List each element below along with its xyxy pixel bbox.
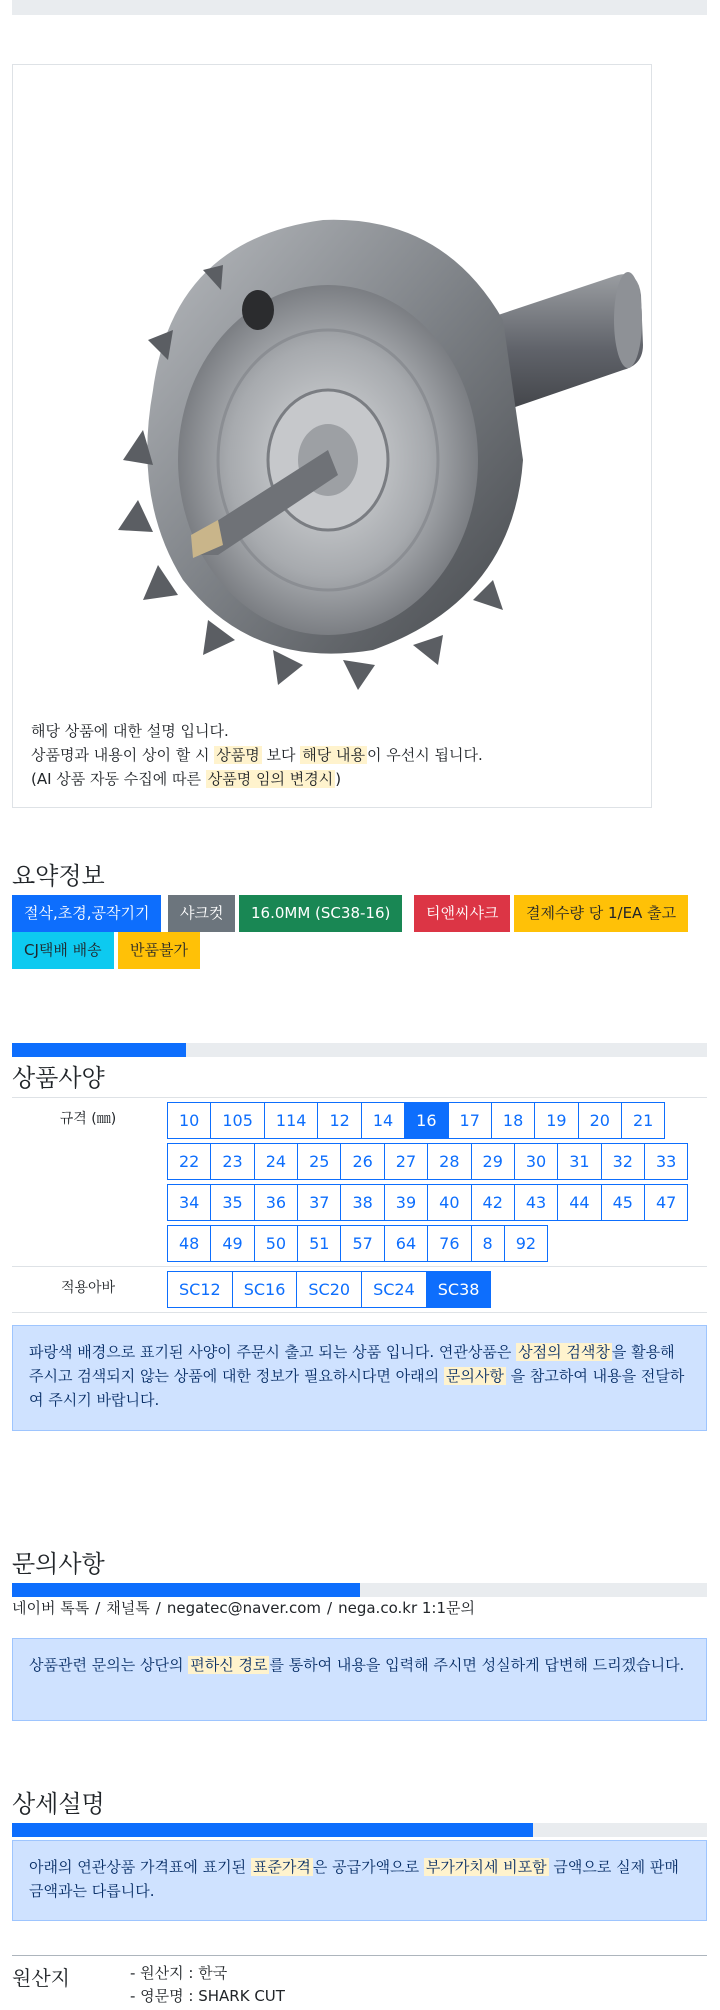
badge-shipping: CJ택배 배송 [12, 932, 114, 969]
size-option[interactable]: 92 [504, 1225, 548, 1262]
origin-label: 원산지 [12, 1966, 70, 1990]
size-option[interactable]: 43 [514, 1184, 558, 1221]
inquiry-notice: 상품관련 문의는 상단의 편하신 경로 를 통하여 내용을 입력해 주시면 성실하게 답변해 드리겠습니다. [12, 1638, 707, 1721]
channel-naver-talk[interactable]: 네이버 톡톡 [12, 1599, 90, 1617]
badge-brand: 샤크컷 [168, 895, 235, 932]
size-option[interactable]: 25 [297, 1143, 341, 1180]
size-option[interactable]: 44 [557, 1184, 601, 1221]
product-description [31, 719, 483, 791]
arbor-option[interactable]: SC24 [361, 1271, 427, 1308]
highlight-search: 상점의 검색창 [518, 1343, 610, 1361]
specs-title: 상품사양 [12, 1064, 105, 1092]
size-option[interactable]: 38 [340, 1184, 384, 1221]
size-option[interactable]: 64 [384, 1225, 428, 1262]
size-option[interactable]: 14 [361, 1102, 405, 1139]
specs-progress-fill [12, 1043, 186, 1057]
size-option[interactable]: 22 [167, 1143, 211, 1180]
size-option[interactable]: 26 [340, 1143, 384, 1180]
size-option[interactable]: 36 [254, 1184, 298, 1221]
size-option[interactable]: 40 [427, 1184, 471, 1221]
origin-details [130, 1962, 285, 2008]
description-line-3: (AI 상품 자동 수집에 따른 상품명 임의 변경시 ) [31, 770, 342, 788]
detail-notice: 아래의 연관상품 가격표에 표기된 표준가격 은 공급가액으로 부가가치세 비포함 금액으로 실제 판매금액과는 다릅니다. [12, 1840, 707, 1921]
specs-progress-bar [12, 1043, 707, 1057]
size-option[interactable]: 24 [254, 1143, 298, 1180]
size-option[interactable]: 31 [557, 1143, 601, 1180]
channel-email[interactable]: negatec@naver.com [166, 1599, 322, 1617]
channel-website[interactable]: nega.co.kr 1:1문의 [338, 1599, 475, 1617]
badge-maker: 티앤씨샤크 [414, 895, 510, 932]
size-option[interactable]: 45 [601, 1184, 645, 1221]
size-option[interactable]: 12 [317, 1102, 361, 1139]
size-option[interactable]: 49 [210, 1225, 254, 1262]
size-option[interactable]: 23 [210, 1143, 254, 1180]
detail-title: 상세설명 [12, 1790, 105, 1818]
size-option[interactable]: 20 [578, 1102, 622, 1139]
size-option[interactable]: 30 [514, 1143, 558, 1180]
size-options [164, 1098, 707, 1266]
spec-label-size: 규격 (㎜) [59, 1111, 117, 1127]
channel-talk[interactable]: 채널톡 [106, 1599, 150, 1617]
size-option[interactable]: 105 [210, 1102, 265, 1139]
highlight-vat: 부가가치세 비포함 [425, 1858, 547, 1876]
size-option[interactable]: 34 [167, 1184, 211, 1221]
description-line-2: 상품명과 내용이 상이 할 시 상품명 보다 해당 내용 이 우선시 됩니다. [31, 746, 483, 764]
inquiry-progress-bar [12, 1583, 707, 1597]
size-option[interactable]: 114 [264, 1102, 319, 1139]
spec-row-size [12, 1098, 707, 1267]
badge-no-return: 반품불가 [118, 932, 200, 969]
highlight-product-name: 상품명 [216, 746, 260, 764]
product-image-card [12, 64, 652, 808]
highlight-inquiry: 문의사항 [445, 1367, 504, 1385]
highlight-content: 해당 내용 [302, 746, 365, 764]
top-bar [12, 0, 707, 15]
description-line-1: 해당 상품에 대한 설명 입니다. [31, 722, 229, 740]
size-option[interactable]: 32 [601, 1143, 645, 1180]
size-option[interactable]: 57 [340, 1225, 384, 1262]
spec-notice: 파랑색 배경으로 표기된 사양이 주문시 출고 되는 상품 입니다. 연관상품은 상점의 검색창 을 활용해 주시고 검색되지 않는 상품에 대한 정보가 필요하시다면 아래의 문의사항 을 참고하여 내용을 전달하여 주시기 바랍니다. [12, 1325, 707, 1431]
highlight-standard-price: 표준가격 [252, 1858, 311, 1876]
origin-country: - 원산지 : 한국 [130, 1964, 228, 1982]
spec-table [12, 1097, 707, 1313]
inquiry-title: 문의사항 [12, 1550, 105, 1578]
summary-title: 요약정보 [12, 862, 105, 890]
arbor-option[interactable]: SC38 [426, 1271, 492, 1308]
size-option[interactable]: 10 [167, 1102, 211, 1139]
size-option[interactable]: 17 [448, 1102, 492, 1139]
size-option[interactable]: 29 [471, 1143, 515, 1180]
arbor-option[interactable]: SC20 [296, 1271, 362, 1308]
size-option[interactable]: 35 [210, 1184, 254, 1221]
size-option[interactable]: 47 [644, 1184, 688, 1221]
size-option[interactable]: 19 [534, 1102, 578, 1139]
badge-quantity: 결제수량 당 1/EA 출고 [514, 895, 688, 932]
size-option[interactable]: 48 [167, 1225, 211, 1262]
size-option[interactable]: 76 [427, 1225, 471, 1262]
size-option[interactable]: 21 [621, 1102, 665, 1139]
highlight-route: 편하신 경로 [190, 1656, 268, 1674]
size-option[interactable]: 42 [471, 1184, 515, 1221]
highlight-name-change: 상품명 임의 변경시 [207, 770, 334, 788]
size-option[interactable]: 33 [644, 1143, 688, 1180]
inquiry-progress-fill [12, 1583, 360, 1597]
size-option[interactable]: 39 [384, 1184, 428, 1221]
badge-model: 16.0MM (SC38-16) [239, 895, 402, 932]
contact-channels: 네이버 톡톡 / 채널톡 / negatec@naver.com / nega.co.kr 1:1문의 [12, 1599, 475, 1617]
detail-progress-bar [12, 1823, 707, 1837]
detail-progress-fill [12, 1823, 533, 1837]
spec-row-arbor [12, 1267, 707, 1313]
arbor-options [164, 1267, 707, 1312]
spec-label-arbor: 적용아바 [60, 1280, 116, 1296]
size-option[interactable]: 16 [404, 1102, 448, 1139]
origin-divider [12, 1955, 707, 1956]
annular-cutter-image [113, 160, 653, 715]
size-option[interactable]: 51 [297, 1225, 341, 1262]
badge-category: 절삭,초경,공작기기 [12, 895, 161, 932]
size-option[interactable]: 50 [254, 1225, 298, 1262]
size-option[interactable]: 18 [491, 1102, 535, 1139]
size-option[interactable]: 28 [427, 1143, 471, 1180]
arbor-option[interactable]: SC16 [232, 1271, 298, 1308]
origin-english-name: - 영문명 : SHARK CUT [130, 1987, 285, 2005]
size-option[interactable]: 37 [297, 1184, 341, 1221]
size-option[interactable]: 27 [384, 1143, 428, 1180]
size-option[interactable]: 8 [471, 1225, 505, 1262]
arbor-option[interactable]: SC12 [167, 1271, 233, 1308]
